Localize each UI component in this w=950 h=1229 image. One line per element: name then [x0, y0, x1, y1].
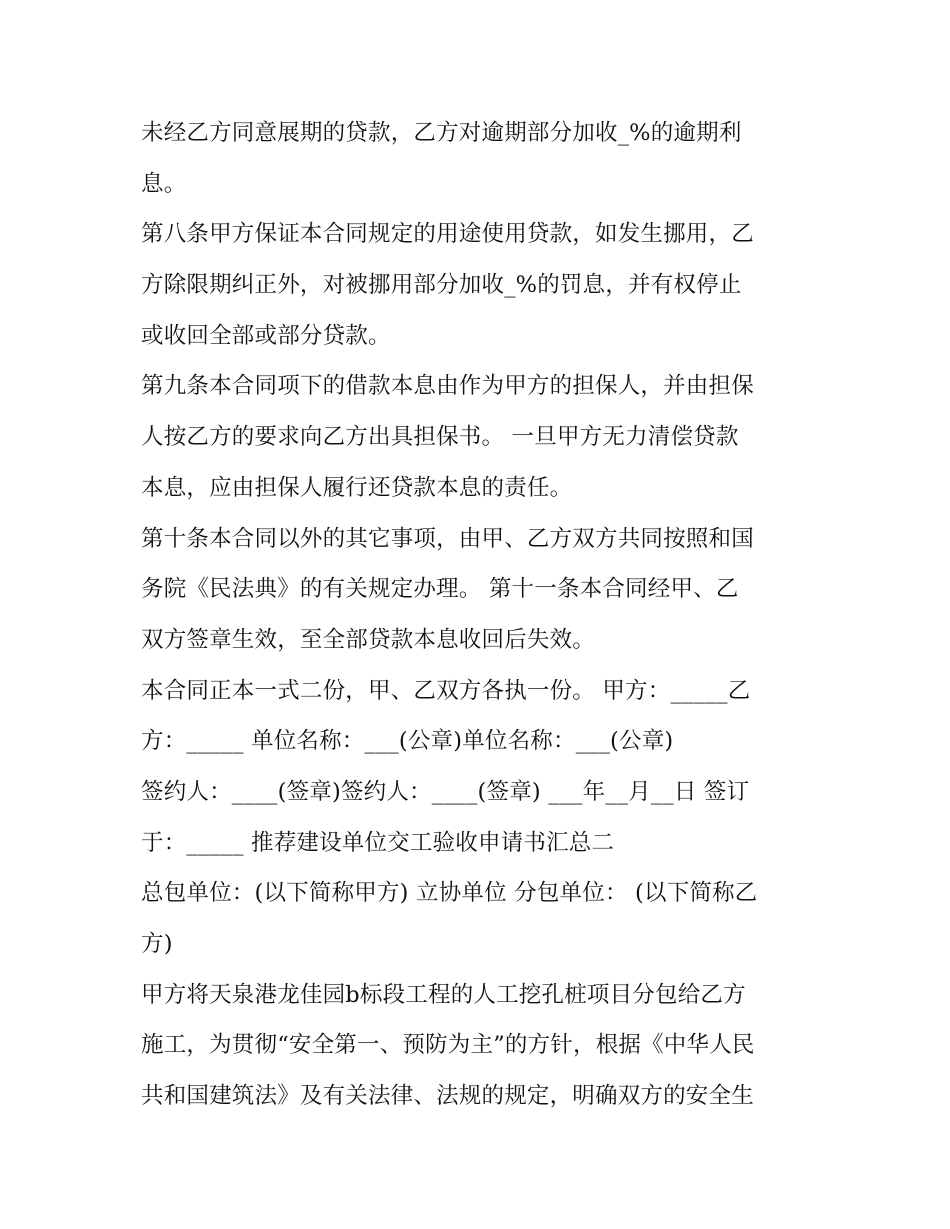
text-line: 方除限期纠正外，对被挪用部分加收_%的罚息，并有权停止 [141, 272, 742, 299]
text-line: 施工，为贯彻“安全第一、预防为主”的方针，根据《中华人民 [141, 1032, 755, 1059]
document-body [141, 108, 816, 1122]
text-line: 本合同正本一式二份，甲、乙双方各执一份。 甲方：_____乙 [141, 677, 751, 704]
text-line: 方：_____ 单位名称：___(公章)单位名称：___(公章) [141, 728, 674, 755]
text-line: 共和国建筑法》及有关法律、法规的规定，明确双方的安全生 [141, 1083, 754, 1110]
text-line: 于：_____ 推荐建设单位交工验收申请书汇总二 [141, 829, 615, 856]
text-line: 总包单位：(以下简称甲方) 立协单位 分包单位： (以下简称乙 [141, 880, 758, 907]
text-line: 双方签章生效，至全部贷款本息收回后失效。 [141, 626, 596, 653]
text-line: 签约人：____(签章)签约人：____(签章) ___年__月__日 签订 [141, 778, 750, 805]
text-line: 本息，应由担保人履行还贷款本息的责任。 [141, 474, 573, 501]
text-line: 方) [141, 931, 173, 957]
text-line: 第九条本合同项下的借款本息由作为甲方的担保人，并由担保 [141, 373, 754, 400]
text-line: 或收回全部或部分贷款。 [141, 322, 391, 349]
text-line: 人按乙方的要求向乙方出具担保书。 一旦甲方无力清偿贷款 [141, 424, 739, 451]
text-line: 务院《民法典》的有关规定办理。 第十一条本合同经甲、乙 [141, 576, 739, 603]
text-line: 甲方将天泉港龙佳园b标段工程的人工挖孔桩项目分包给乙方 [141, 981, 746, 1008]
text-line: 第八条甲方保证本合同规定的用途使用贷款，如发生挪用，乙 [141, 221, 754, 248]
text-line: 未经乙方同意展期的贷款，乙方对逾期部分加收_%的逾期利 [141, 120, 742, 146]
text-line: 息。 [141, 170, 187, 197]
text-line: 第十条本合同以外的其它事项，由甲、乙方双方共同按照和国 [141, 525, 754, 552]
